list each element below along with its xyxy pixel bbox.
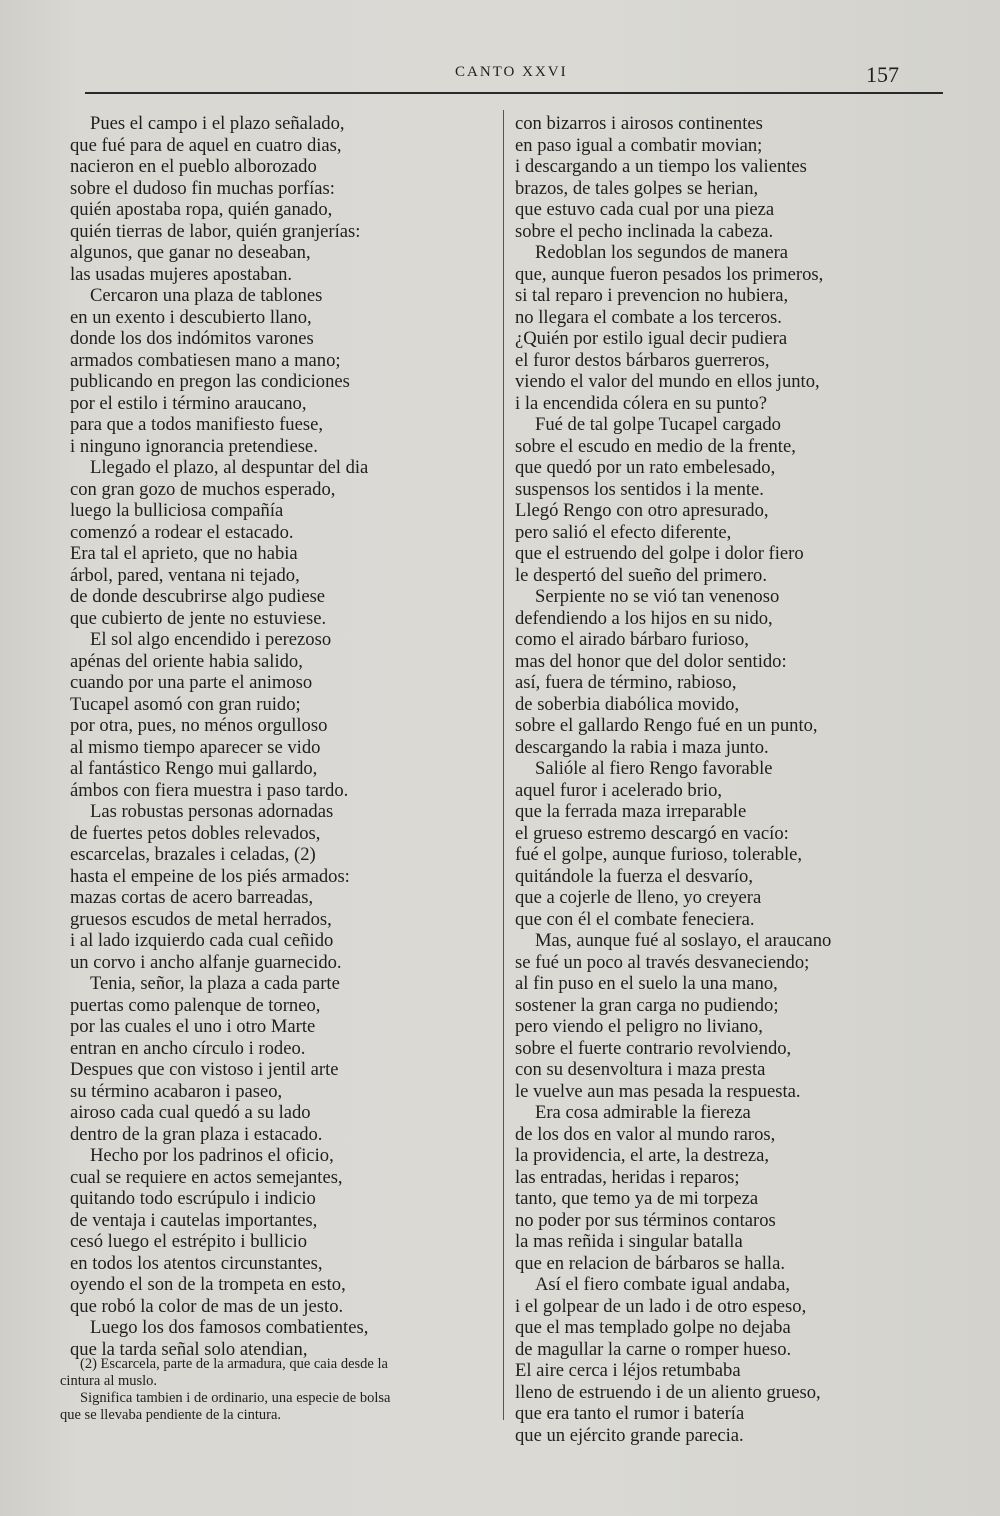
verse-line: algunos, que ganar no deseaban, xyxy=(70,242,311,263)
verse-line: como el airado bárbaro furioso, xyxy=(515,629,749,650)
verse-line: tanto, que temo ya de mi torpeza xyxy=(515,1188,759,1209)
verse-line: Las robustas personas adornadas xyxy=(90,801,334,822)
verse-line: Pues el campo i el plazo señalado, xyxy=(90,113,345,134)
verse-line: i al lado izquierdo cada cual ceñido xyxy=(70,930,334,951)
verse-line: las entradas, heridas i reparos; xyxy=(515,1166,740,1188)
verse-line: apénas del oriente habia salido, xyxy=(70,650,303,672)
verse-line: cuando por una parte el animoso xyxy=(70,672,313,693)
verse-line: donde los dos indómitos varones xyxy=(70,328,314,349)
verse-line: aquel furor i acelerado brio, xyxy=(515,779,723,801)
verse-line: que el estruendo del golpe i dolor fiero xyxy=(515,543,804,564)
verse-line: con bizarros i airosos continentes xyxy=(515,113,763,134)
verse-line: que estuvo cada cual por una pieza xyxy=(515,199,775,220)
footnote-line: Significa tambien i de ordinario, una especie de bolsa xyxy=(80,1390,391,1406)
verse-line: mazas cortas de acero barreadas, xyxy=(70,887,314,908)
verse-line: lleno de estruendo i de un aliento grueso, xyxy=(515,1381,821,1403)
verse-line: Cercaron una plaza de tablones xyxy=(90,285,323,306)
verse-line: hasta el empeine de los piés armados: xyxy=(70,865,350,887)
verse-line: publicando en pregon las condiciones xyxy=(70,371,350,392)
verse-line: sobre el escudo en medio de la frente, xyxy=(515,435,796,457)
verse-line: ¿Quién por estilo igual decir pudiera xyxy=(515,328,788,349)
verse-line: para que a todos manifiesto fuese, xyxy=(70,414,323,435)
verse-line: Serpiente no se vió tan venenoso xyxy=(535,586,780,607)
footnote-line: que se llevaba pendiente de la cintura. xyxy=(60,1407,282,1423)
verse-line: i descargando a un tiempo los valientes xyxy=(515,156,807,177)
verse-line: no llegara el combate a los terceros. xyxy=(515,306,782,328)
verse-line: que a cojerle de lleno, yo creyera xyxy=(515,887,762,908)
verse-line: que era tanto el rumor i batería xyxy=(515,1403,745,1424)
verse-line: se fué un poco al través desvaneciendo; xyxy=(515,951,810,973)
footnote-line: cintura al muslo. xyxy=(60,1373,158,1389)
verse-line: nacieron en el pueblo alborozado xyxy=(70,156,317,177)
verse-line: así, fuera de término, rabioso, xyxy=(515,672,737,693)
verse-line: Llegó Rengo con otro apresurado, xyxy=(515,500,769,521)
verse-line: las usadas mujeres apostaban. xyxy=(70,263,293,285)
verse-line: i el golpear de un lado i de otro espeso, xyxy=(515,1295,807,1317)
verse-line: de donde descubrirse algo pudiese xyxy=(70,586,326,607)
verse-line: de magullar la carne o romper hueso. xyxy=(515,1338,792,1360)
verse-line: sobre el gallardo Rengo fué en un punto, xyxy=(515,715,818,736)
verse-line: entran en ancho círculo i rodeo. xyxy=(70,1037,306,1059)
right-column xyxy=(515,113,985,1446)
verse-line: por el estilo i término araucano, xyxy=(70,392,307,414)
verse-line: de ventaja i cautelas importantes, xyxy=(70,1209,318,1231)
verse-line: árbol, pared, ventana ni tejado, xyxy=(70,564,300,586)
verse-line: defendiendo a los hijos en su nido, xyxy=(515,607,773,629)
footnote-line: (2) Escarcela, parte de la armadura, que caia desde la xyxy=(80,1356,388,1372)
verse-line: armados combatiesen mano a mano; xyxy=(70,349,341,371)
column-divider xyxy=(503,110,504,1420)
left-column xyxy=(70,113,495,1360)
page-number: 157 xyxy=(866,62,899,87)
verse-line: puertas como palenque de torneo, xyxy=(70,994,321,1016)
verse-line: oyendo el son de la trompeta en esto, xyxy=(70,1274,346,1295)
verse-line: al mismo tiempo aparecer se vido xyxy=(70,736,321,758)
verse-line: Tucapel asomó con gran ruido; xyxy=(70,693,301,715)
verse-line: descargando la rabia i maza junto. xyxy=(515,736,769,758)
verse-line: no poder por sus términos contaros xyxy=(515,1209,776,1231)
verse-line: con gran gozo de muchos esperado, xyxy=(70,478,336,500)
verse-line: i la encendida cólera en su punto? xyxy=(515,392,767,414)
verse-line: que en relacion de bárbaros se halla. xyxy=(515,1252,785,1274)
verse-line: Era cosa admirable la fiereza xyxy=(535,1102,751,1123)
verse-line: le despertó del sueño del primero. xyxy=(515,564,767,586)
verse-line: Tenia, señor, la plaza a cada parte xyxy=(90,973,340,994)
verse-line: que con él el combate feneciera. xyxy=(515,908,755,930)
verse-line: ámbos con fiera muestra i paso tardo. xyxy=(70,779,349,801)
verse-line: Hecho por los padrinos el oficio, xyxy=(90,1145,334,1166)
verse-line: el grueso estremo descargó en vacío: xyxy=(515,822,789,844)
verse-line: sostener la gran carga no pudiendo; xyxy=(515,994,779,1016)
verse-line: en un exento i descubierto llano, xyxy=(70,306,312,328)
verse-line: el furor destos bárbaros guerreros, xyxy=(515,349,770,371)
verse-line: que la tarda señal solo atendian, xyxy=(70,1338,308,1360)
verse-line: su término acabaron i paseo, xyxy=(70,1080,283,1102)
verse-line: quién tierras de labor, quién granjerías: xyxy=(70,220,361,242)
verse-line: Así el fiero combate igual andaba, xyxy=(535,1274,791,1295)
verse-line: le vuelve aun mas pesada la respuesta. xyxy=(515,1080,801,1102)
verse-line: la providencia, el arte, la destreza, xyxy=(515,1145,769,1166)
verse-line: luego la bulliciosa compañía xyxy=(70,500,284,521)
verse-line: sobre el dudoso fin muchas porfías: xyxy=(70,177,335,199)
header-rule xyxy=(85,92,943,94)
verse-line: que, aunque fueron pesados los primeros, xyxy=(515,263,824,285)
verse-line: suspensos los sentidos i la mente. xyxy=(515,478,764,500)
verse-line: que un ejército grande parecia. xyxy=(515,1424,744,1446)
verse-line: por otra, pues, no ménos orgulloso xyxy=(70,715,328,736)
verse-line: sobre el pecho inclinada la cabeza. xyxy=(515,220,774,242)
verse-line: un corvo i ancho alfanje guarnecido. xyxy=(70,951,342,973)
verse-line: Salióle al fiero Rengo favorable xyxy=(535,758,773,779)
verse-line: quitando todo escrúpulo i indicio xyxy=(70,1188,316,1209)
verse-line: i ninguno ignorancia pretendiese. xyxy=(70,435,318,457)
verse-line: El aire cerca i léjos retumbaba xyxy=(515,1360,741,1381)
verse-line: con su desenvoltura i maza presta xyxy=(515,1059,766,1080)
verse-line: airoso cada cual quedó a su lado xyxy=(70,1102,311,1123)
verse-line: quitándole la fuerza el desvarío, xyxy=(515,865,753,887)
verse-line: Fué de tal golpe Tucapel cargado xyxy=(535,414,781,435)
verse-line: El sol algo encendido i perezoso xyxy=(90,629,332,650)
verse-line: al fin puso en el suelo la una mano, xyxy=(515,973,778,994)
verse-line: que fué para de aquel en cuatro dias, xyxy=(70,134,342,156)
verse-line: pero salió el efecto diferente, xyxy=(515,521,732,543)
verse-line: la mas reñida i singular batalla xyxy=(515,1231,743,1252)
verse-line: que el mas templado golpe no dejaba xyxy=(515,1317,791,1338)
verse-line: dentro de la gran plaza i estacado. xyxy=(70,1123,323,1145)
verse-line: cesó luego el estrépito i bullicio xyxy=(70,1231,308,1252)
verse-line: Luego los dos famosos combatientes, xyxy=(90,1317,369,1338)
verse-line: Redoblan los segundos de manera xyxy=(535,242,789,263)
verse-line: que robó la color de mas de un jesto. xyxy=(70,1295,344,1317)
verse-line: viendo el valor del mundo en ellos junto, xyxy=(515,371,820,392)
verse-line: por las cuales el uno i otro Marte xyxy=(70,1016,316,1037)
verse-line: que quedó por un rato embelesado, xyxy=(515,457,776,478)
verse-line: en paso igual a combatir movian; xyxy=(515,134,763,156)
verse-line: escarcelas, brazales i celadas, (2) xyxy=(70,844,316,865)
verse-line: que la ferrada maza irreparable xyxy=(515,801,747,822)
verse-line: que cubierto de jente no estuviese. xyxy=(70,607,327,629)
verse-line: en todos los atentos circunstantes, xyxy=(70,1252,323,1274)
verse-line: Mas, aunque fué al soslayo, el araucano xyxy=(535,930,832,951)
verse-line: cual se requiere en actos semejantes, xyxy=(70,1166,343,1188)
verse-line: comenzó a rodear el estacado. xyxy=(70,521,294,543)
verse-line: de soberbia diabólica movido, xyxy=(515,693,740,715)
verse-line: Despues que con vistoso i jentil arte xyxy=(70,1059,339,1080)
verse-line: fué el golpe, aunque furioso, tolerable, xyxy=(515,844,803,865)
running-header: CANTO XXVI xyxy=(455,64,568,80)
verse-line: si tal reparo i prevencion no hubiera, xyxy=(515,285,789,306)
verse-line: Llegado el plazo, al despuntar del dia xyxy=(90,457,369,478)
verse-line: sobre el fuerte contrario revolviendo, xyxy=(515,1037,792,1059)
verse-line: Era tal el aprieto, que no habia xyxy=(70,543,298,564)
verse-line: gruesos escudos de metal herrados, xyxy=(70,908,332,930)
verse-line: al fantástico Rengo mui gallardo, xyxy=(70,758,318,779)
verse-line: brazos, de tales golpes se herian, xyxy=(515,177,759,199)
verse-line: de fuertes petos dobles relevados, xyxy=(70,822,321,844)
verse-line: de los dos en valor al mundo raros, xyxy=(515,1123,776,1145)
verse-line: quién apostaba ropa, quién ganado, xyxy=(70,199,333,220)
verse-line: mas del honor que del dolor sentido: xyxy=(515,650,787,672)
footnote xyxy=(60,1356,492,1424)
verse-line: pero viendo el peligro no liviano, xyxy=(515,1016,763,1037)
